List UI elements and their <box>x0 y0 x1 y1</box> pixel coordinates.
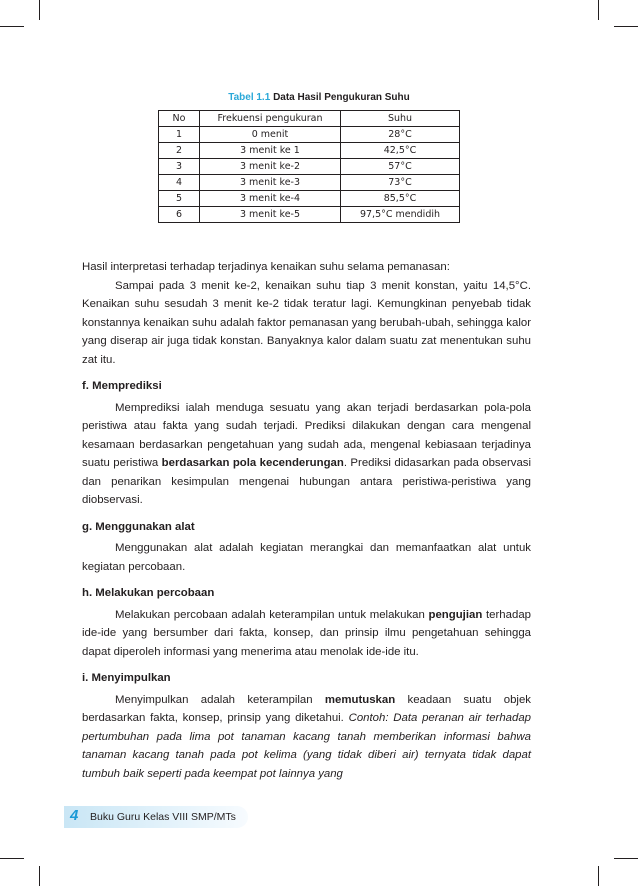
cell-frequency: 3 menit ke-4 <box>200 191 341 207</box>
table-row <box>159 175 460 191</box>
predicting-text: Memprediksi ialah menduga sesuatu yang akan terjadi berdasarkan pola-pola peristiwa atau fakta yang sudah terjadi. Prediksi dilakukan dengan cara mengenal kesamaan berdasarkan pengetahuan yang sudah ada, mengenal kebiasaan terjadinya suatu peristiwa <box>82 401 531 469</box>
experimenting-text-end: terhadap ide-ide yang bersumber dari fakta, konsep, dan prinsip ilmu pengetahuan sehingga dapat diperoleh informasi yang menerima atau menolak ide-ide itu. <box>82 608 531 658</box>
book-title: Buku Guru Kelas VIII SMP/MTs <box>90 811 236 823</box>
using-tools-paragraph: Menggunakan alat adalah kegiatan merangkai dan memanfaatkan alat untuk kegiatan percobaan. <box>82 542 531 573</box>
crop-mark-top-right-v <box>598 0 599 20</box>
crop-mark-top-right-h <box>614 26 638 27</box>
experimenting-paragraph <box>82 606 531 662</box>
crop-mark-bottom-right-h <box>614 858 638 859</box>
cell-frequency: 3 menit ke-3 <box>200 175 341 191</box>
cell-temperature: 85,5°C <box>341 191 460 207</box>
concluding-bold: memutuskan <box>324 693 396 706</box>
cell-temperature: 42,5°C <box>341 143 460 159</box>
page-number: 4 <box>70 807 79 824</box>
interpretation-paragraph: Sampai pada 3 menit ke-2, kenaikan suhu tiap 3 menit konstan, yaitu 14,5°C. Kenaikan suhu sesudah 3 menit ke-2 tidak teratur lagi. Kemungkinan penyebab tidak konstannya kenaikan suhu adalah faktor pemanasan yang berubah-ubah, sehingga kalor yang diserap air juga tidak konstan. Banyaknya kalor dalam suatu zat menentukan suhu zat itu. <box>82 279 531 366</box>
cell-frequency: 3 menit ke 1 <box>200 143 341 159</box>
table-row <box>159 159 460 175</box>
experimenting-text: Melakukan percobaan adalah keterampilan untuk melakukan <box>115 608 429 621</box>
table-header-row <box>159 111 460 127</box>
cell-no: 6 <box>159 207 200 223</box>
cell-frequency: 3 menit ke-2 <box>200 159 341 175</box>
table-row <box>159 191 460 207</box>
temperature-table <box>158 110 460 223</box>
predicting-paragraph <box>82 399 531 510</box>
body-content <box>82 258 531 783</box>
section-heading-predicting: f. Memprediksi <box>82 380 162 392</box>
table-row <box>159 127 460 143</box>
cell-frequency: 0 menit <box>200 127 341 143</box>
table-caption-number: Tabel 1.1 <box>228 92 271 103</box>
experimenting-bold: pengujian <box>428 608 483 621</box>
header-frequency: Frekuensi pengukuran <box>200 111 341 127</box>
section-heading-concluding: i. Menyimpulkan <box>82 672 171 684</box>
cell-temperature: 97,5°C mendidih <box>341 207 460 223</box>
cell-temperature: 57°C <box>341 159 460 175</box>
concluding-text: Menyimpulkan adalah keterampilan <box>115 693 325 706</box>
cell-temperature: 28°C <box>341 127 460 143</box>
concluding-text-mid: keadaan suatu objek berdasarkan fakta, konsep, prinsip yang diketahui. <box>82 693 531 724</box>
crop-mark-top-left-v <box>39 0 40 20</box>
concluding-paragraph <box>82 691 531 784</box>
intro-paragraph: Hasil interpretasi terhadap terjadinya kenaikan suhu selama pemanasan: <box>82 261 450 273</box>
table-caption <box>0 92 638 103</box>
section-heading-experimenting: h. Melakukan percobaan <box>82 587 215 599</box>
cell-frequency: 3 menit ke-5 <box>200 207 341 223</box>
predicting-bold: berdasarkan pola kecenderungan <box>161 457 344 469</box>
table-caption-text: Data Hasil Pengukuran Suhu <box>273 92 410 103</box>
table-row <box>159 207 460 223</box>
predicting-text-end: . Prediksi didasarkan pada observasi dan penarikan kesimpulan mengenai hubungan antara peristiwa-peristiwa yang diobservasi. <box>82 457 532 506</box>
cell-no: 4 <box>159 175 200 191</box>
section-heading-using-tools: g. Menggunakan alat <box>82 520 195 533</box>
table-row <box>159 143 460 159</box>
crop-mark-bottom-left-h <box>0 858 24 859</box>
page-footer <box>64 806 248 828</box>
crop-mark-bottom-left-v <box>39 866 40 886</box>
cell-no: 5 <box>159 191 200 207</box>
cell-temperature: 73°C <box>341 175 460 191</box>
crop-mark-top-left-h <box>0 26 24 27</box>
concluding-example: Contoh: Data peranan air terhadap pertumbuhan pada lima pot tanaman kacang tanah memberikan informasi bahwa tanaman kacang tanah pada pot kelima (yang tidak diberi air) ternyata tidak dapat tumbuh baik seperti pada keempat pot lainnya yang <box>82 712 531 780</box>
cell-no: 1 <box>159 127 200 143</box>
crop-mark-bottom-right-v <box>598 866 599 886</box>
cell-no: 3 <box>159 159 200 175</box>
header-no: No <box>159 111 200 127</box>
header-temperature: Suhu <box>341 111 460 127</box>
cell-no: 2 <box>159 143 200 159</box>
